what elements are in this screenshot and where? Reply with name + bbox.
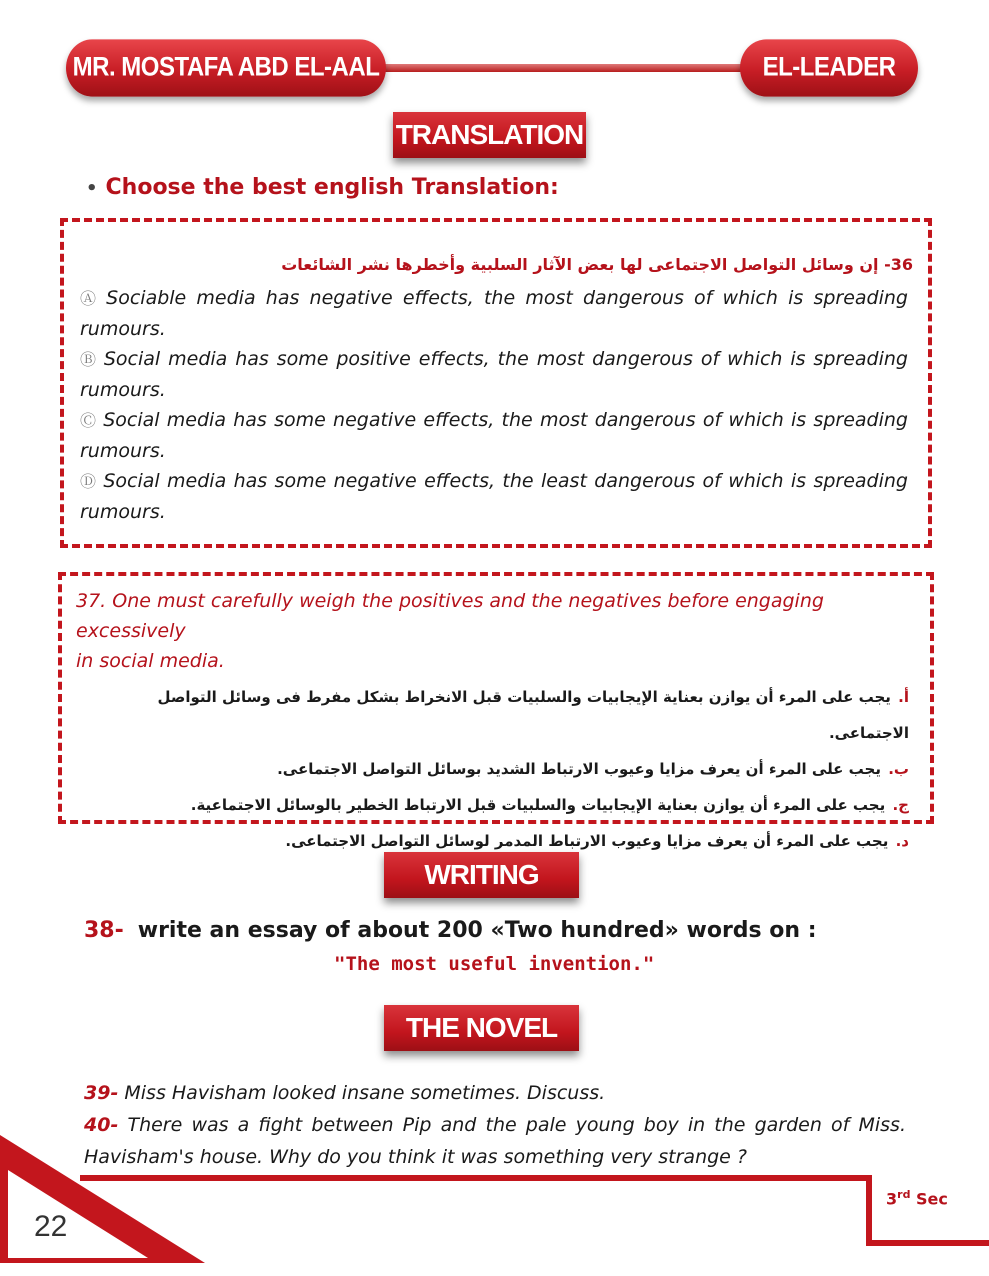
footer-rule — [80, 1175, 870, 1181]
option-a[interactable] — [80, 283, 908, 314]
option-ba[interactable] — [149, 751, 909, 787]
option-text: Social media has some negative effects, the most dangerous of which is spreading — [103, 409, 908, 431]
option-alef[interactable] — [149, 679, 909, 751]
option-marker: د. — [895, 832, 909, 850]
question-37-prompt — [76, 586, 912, 676]
question-37-line2: in social media. — [76, 650, 225, 672]
section-title: WRITING — [424, 859, 539, 890]
option-text-cont: rumours. — [80, 440, 166, 462]
section-title: THE NOVEL — [405, 1012, 558, 1043]
question-36-prompt: 36- إن وسائل التواصل الاجتماعى لها بعض الآثار السلبية وأخطرها نشر الشائعات — [281, 255, 913, 274]
option-marker: ب. — [888, 760, 909, 778]
instruction-text: Choose the best english Translation: — [105, 175, 559, 200]
page-number: 22 — [34, 1210, 68, 1243]
question-text: write an essay of about 200 «Two hundred» words on : — [137, 918, 817, 943]
author-badge — [66, 39, 386, 96]
grade-number: 3 — [886, 1189, 898, 1209]
option-text: Sociable media has negative effects, the most dangerous of which is spreading — [106, 287, 908, 309]
header-connector-line — [380, 64, 780, 72]
option-text-cont: rumours. — [80, 379, 166, 401]
footer-corner-inner — [8, 1170, 148, 1258]
brand-name: EL-LEADER — [762, 52, 896, 83]
question-38 — [84, 918, 817, 943]
grade-label — [886, 1188, 948, 1208]
question-number: 40- — [84, 1114, 119, 1136]
option-d-letter: Ⓓ — [80, 472, 98, 491]
option-text: يجب على المرء أن يوازن بعناية الإيجابيات والسلبيات قبل الانخراط بشكل مفرط فى وسائل التواصل الاجتماعى. — [157, 688, 909, 742]
question-number: 38- — [84, 918, 124, 943]
question-number: 39- — [84, 1082, 119, 1104]
option-marker: أ. — [898, 688, 909, 706]
question-40 — [84, 1109, 906, 1173]
footer-rule-right — [866, 1240, 989, 1246]
footer-rule-vertical — [866, 1175, 872, 1245]
option-c-letter: Ⓒ — [80, 411, 98, 430]
option-b[interactable] — [80, 344, 908, 375]
novel-questions — [84, 1077, 906, 1173]
question-text-cont: Havisham's house. Why do you think it was something very strange ? — [84, 1146, 747, 1168]
question-37-options — [149, 679, 909, 859]
question-37-line1: 37. One must carefully weigh the positives and the negatives before engaging excessively — [76, 590, 824, 642]
option-b-letter: Ⓑ — [80, 350, 98, 369]
option-text: يجب على المرء أن يعرف مزايا وعيوب الارتباط المدمر لوسائل التواصل الاجتماعى. — [285, 832, 889, 850]
question-36-options — [80, 283, 908, 527]
grade-text: Sec — [916, 1189, 948, 1209]
section-banner-translation — [393, 112, 586, 158]
option-c[interactable] — [80, 405, 908, 436]
option-text: يجب على المرء أن يوازن بعناية الإيجابيات والسلبيات قبل الارتباط الخطير بالوسائل الاجتماعية. — [190, 796, 886, 814]
option-a-letter: Ⓐ — [80, 289, 101, 308]
option-d[interactable] — [80, 466, 908, 497]
author-name: MR. MOSTAFA ABD EL-AAL — [72, 52, 380, 83]
section-banner-novel — [384, 1005, 579, 1051]
option-marker: ج. — [892, 796, 909, 814]
option-text: Social media has some positive effects, the most dangerous of which is spreading — [103, 348, 908, 370]
option-text: Social media has some negative effects, the least dangerous of which is spreading — [103, 470, 908, 492]
question-text: Miss Havisham looked insane sometimes. Discuss. — [124, 1082, 606, 1104]
bullet-icon: • — [86, 178, 98, 199]
question-text: There was a fight between Pip and the pale young boy in the garden of Miss. — [127, 1114, 906, 1136]
question-39 — [84, 1077, 906, 1109]
option-text: يجب على المرء أن يعرف مزايا وعيوب الارتباط الشديد بوسائل التواصل الاجتماعى. — [277, 760, 881, 778]
essay-topic: "The most useful invention." — [334, 953, 655, 975]
brand-badge — [740, 39, 918, 96]
option-jeem[interactable] — [149, 787, 909, 823]
instruction — [86, 175, 559, 200]
section-title: TRANSLATION — [395, 119, 584, 150]
section-banner-writing — [384, 852, 579, 898]
grade-suffix: rd — [897, 1188, 911, 1201]
option-text-cont: rumours. — [80, 501, 166, 523]
option-text-cont: rumours. — [80, 318, 166, 340]
